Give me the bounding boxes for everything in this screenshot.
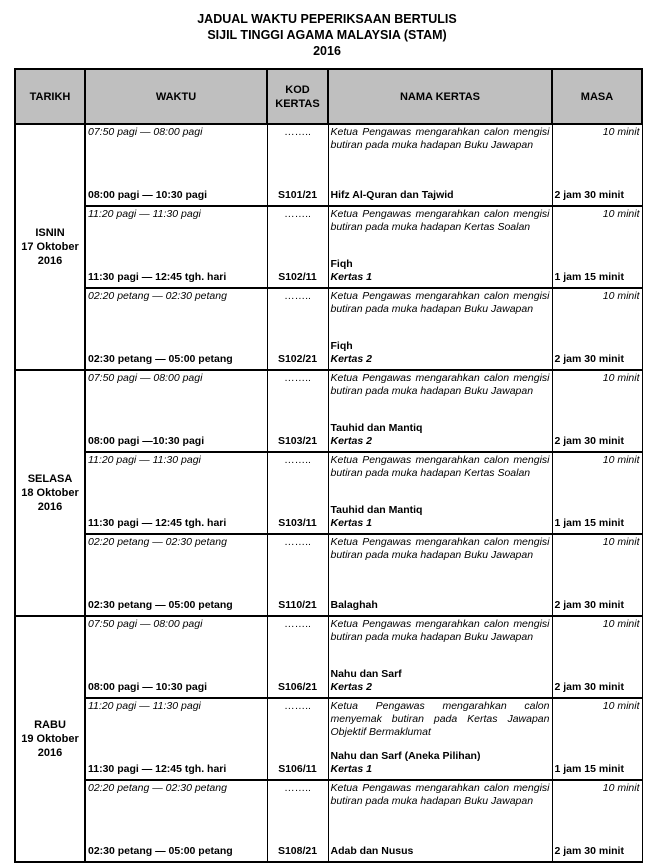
- paper-name-cell: [328, 171, 552, 206]
- paper-name: Fiqh: [330, 340, 353, 352]
- exam-time: 02:30 petang — 05:00 petang: [85, 827, 267, 862]
- prep-time: 07:50 pagi — 08:00 pagi: [85, 616, 267, 663]
- exam-row: [15, 663, 642, 698]
- instruction-row: [15, 698, 642, 745]
- document-year: 2016: [313, 44, 341, 58]
- exam-time: 11:30 pagi — 12:45 tgh. hari: [85, 253, 267, 288]
- day-day: ISNIN: [35, 227, 65, 239]
- paper-number: Kertas 1: [330, 763, 372, 775]
- day-day: RABU: [34, 719, 66, 731]
- exam-duration: 1 jam 15 minit: [552, 499, 642, 534]
- day-cell: [15, 124, 85, 370]
- prep-code: ……..: [267, 616, 328, 663]
- paper-name-cell: [328, 663, 552, 698]
- instruction-text: Ketua Pengawas mengarahkan calon mengisi butiran pada muka hadapan Buku Jawapan: [328, 616, 552, 663]
- exam-row: [15, 581, 642, 616]
- header-row: [15, 69, 642, 124]
- paper-name-cell: [328, 745, 552, 780]
- paper-code: S102/11: [267, 253, 328, 288]
- paper-name-cell: [328, 827, 552, 862]
- prep-duration: 10 minit: [552, 780, 642, 827]
- exam-schedule-table: [14, 68, 643, 863]
- paper-name: Tauhid dan Mantiq: [330, 422, 423, 434]
- exam-time: 08:00 pagi — 10:30 pagi: [85, 663, 267, 698]
- paper-number: Kertas 1: [330, 271, 372, 283]
- prep-duration: 10 minit: [552, 124, 642, 171]
- col-header-masa: MASA: [552, 69, 642, 124]
- document-title: JADUAL WAKTU PEPERIKSAAN BERTULIS: [197, 12, 457, 26]
- paper-code: S106/11: [267, 745, 328, 780]
- col-header-tarikh: TARIKH: [15, 69, 85, 124]
- instruction-text: Ketua Pengawas mengarahkan calon mengisi butiran pada muka hadapan Buku Jawapan: [328, 288, 552, 335]
- prep-duration: 10 minit: [552, 370, 642, 417]
- paper-name: Tauhid dan Mantiq: [330, 504, 423, 516]
- day-date-a: 17 Oktober: [21, 241, 79, 253]
- exam-time: 08:00 pagi —10:30 pagi: [85, 417, 267, 452]
- exam-duration: 2 jam 30 minit: [552, 581, 642, 616]
- schedule-body: [15, 124, 642, 862]
- instruction-row: [15, 288, 642, 335]
- prep-code: ……..: [267, 206, 328, 253]
- col-header-kod-line1: KOD: [285, 83, 310, 96]
- paper-code: S110/21: [267, 581, 328, 616]
- exam-row: [15, 827, 642, 862]
- paper-name: Fiqh: [330, 258, 353, 270]
- instruction-text: Ketua Pengawas mengarahkan calon mengisi butiran pada muka hadapan Kertas Soalan: [328, 206, 552, 253]
- exam-time: 11:30 pagi — 12:45 tgh. hari: [85, 499, 267, 534]
- prep-duration: 10 minit: [552, 288, 642, 335]
- prep-code: ……..: [267, 452, 328, 499]
- paper-number: Kertas 1: [330, 517, 372, 529]
- exam-time: 08:00 pagi — 10:30 pagi: [85, 171, 267, 206]
- prep-time: 11:20 pagi — 11:30 pagi: [85, 698, 267, 745]
- prep-duration: 10 minit: [552, 534, 642, 581]
- instruction-text: Ketua Pengawas mengarahkan calon mengisi butiran pada muka hadapan Buku Jawapan: [328, 780, 552, 827]
- paper-name: Nahu dan Sarf (Aneka Pilihan): [330, 750, 481, 762]
- exam-duration: 1 jam 15 minit: [552, 253, 642, 288]
- instruction-row: [15, 370, 642, 417]
- col-header-kod-line2: KERTAS: [275, 97, 320, 110]
- day-date-b: 2016: [37, 255, 63, 267]
- prep-time: 11:20 pagi — 11:30 pagi: [85, 206, 267, 253]
- document-subtitle: SIJIL TINGGI AGAMA MALAYSIA (STAM): [207, 28, 447, 42]
- prep-code: ……..: [267, 780, 328, 827]
- paper-code: S106/21: [267, 663, 328, 698]
- instruction-row: [15, 780, 642, 827]
- paper-name-cell: [328, 581, 552, 616]
- exam-row: [15, 499, 642, 534]
- paper-code: S101/21: [267, 171, 328, 206]
- prep-code: ……..: [267, 288, 328, 335]
- day-cell: [15, 616, 85, 862]
- exam-duration: 2 jam 30 minit: [552, 335, 642, 370]
- exam-time: 02:30 petang — 05:00 petang: [85, 581, 267, 616]
- prep-duration: 10 minit: [552, 206, 642, 253]
- instruction-row: [15, 616, 642, 663]
- exam-time: 11:30 pagi — 12:45 tgh. hari: [85, 745, 267, 780]
- instruction-text: Ketua Pengawas mengarahkan calon mengisi butiran pada muka hadapan Buku Jawapan: [328, 124, 552, 171]
- instruction-row: [15, 206, 642, 253]
- prep-code: ……..: [267, 698, 328, 745]
- paper-number: Kertas 2: [330, 435, 372, 447]
- instruction-row: [15, 452, 642, 499]
- paper-number: Kertas 2: [330, 681, 372, 693]
- paper-number: Kertas 2: [330, 353, 372, 365]
- exam-duration: 1 jam 15 minit: [552, 745, 642, 780]
- prep-code: ……..: [267, 370, 328, 417]
- prep-time: 02:20 petang — 02:30 petang: [85, 780, 267, 827]
- col-header-kod: [267, 69, 328, 124]
- col-header-waktu: WAKTU: [85, 69, 267, 124]
- exam-row: [15, 335, 642, 370]
- paper-name: Hifz Al-Quran dan Tajwid: [330, 189, 454, 201]
- paper-code: S102/21: [267, 335, 328, 370]
- exam-row: [15, 745, 642, 780]
- paper-code: S108/21: [267, 827, 328, 862]
- prep-time: 07:50 pagi — 08:00 pagi: [85, 124, 267, 171]
- exam-duration: 2 jam 30 minit: [552, 663, 642, 698]
- prep-duration: 10 minit: [552, 452, 642, 499]
- exam-duration: 2 jam 30 minit: [552, 171, 642, 206]
- prep-time: 07:50 pagi — 08:00 pagi: [85, 370, 267, 417]
- exam-duration: 2 jam 30 minit: [552, 827, 642, 862]
- paper-name-cell: [328, 335, 552, 370]
- paper-name-cell: [328, 417, 552, 452]
- instruction-text: Ketua Pengawas mengarahkan calon mengisi butiran pada muka hadapan Buku Jawapan: [328, 370, 552, 417]
- col-header-nama: NAMA KERTAS: [328, 69, 552, 124]
- instruction-text: Ketua Pengawas mengarahkan calon mengisi butiran pada muka hadapan Buku Jawapan: [328, 534, 552, 581]
- instruction-text: Ketua Pengawas mengarahkan calon mengisi butiran pada muka hadapan Kertas Soalan: [328, 452, 552, 499]
- day-date-b: 2016: [37, 747, 63, 759]
- paper-name: Nahu dan Sarf: [330, 668, 402, 680]
- exam-row: [15, 171, 642, 206]
- paper-name-cell: [328, 253, 552, 288]
- paper-name: Adab dan Nusus: [330, 845, 414, 857]
- paper-name-cell: [328, 499, 552, 534]
- prep-time: 02:20 petang — 02:30 petang: [85, 534, 267, 581]
- prep-time: 02:20 petang — 02:30 petang: [85, 288, 267, 335]
- day-day: SELASA: [27, 473, 73, 485]
- exam-duration: 2 jam 30 minit: [552, 417, 642, 452]
- exam-row: [15, 417, 642, 452]
- paper-name: Balaghah: [330, 599, 378, 611]
- instruction-row: [15, 534, 642, 581]
- instruction-row: [15, 124, 642, 171]
- prep-duration: 10 minit: [552, 616, 642, 663]
- instruction-text: Ketua Pengawas mengarahkan calon menyemak butiran pada Kertas Jawapan Objektif Bermaklumat: [328, 698, 552, 745]
- paper-code: S103/21: [267, 417, 328, 452]
- exam-time: 02:30 petang — 05:00 petang: [85, 335, 267, 370]
- prep-time: 11:20 pagi — 11:30 pagi: [85, 452, 267, 499]
- prep-code: ……..: [267, 124, 328, 171]
- day-cell: [15, 370, 85, 616]
- prep-code: ……..: [267, 534, 328, 581]
- prep-duration: 10 minit: [552, 698, 642, 745]
- exam-row: [15, 253, 642, 288]
- day-date-a: 18 Oktober: [21, 487, 79, 499]
- paper-code: S103/11: [267, 499, 328, 534]
- day-date-b: 2016: [37, 501, 63, 513]
- day-date-a: 19 Oktober: [21, 733, 79, 745]
